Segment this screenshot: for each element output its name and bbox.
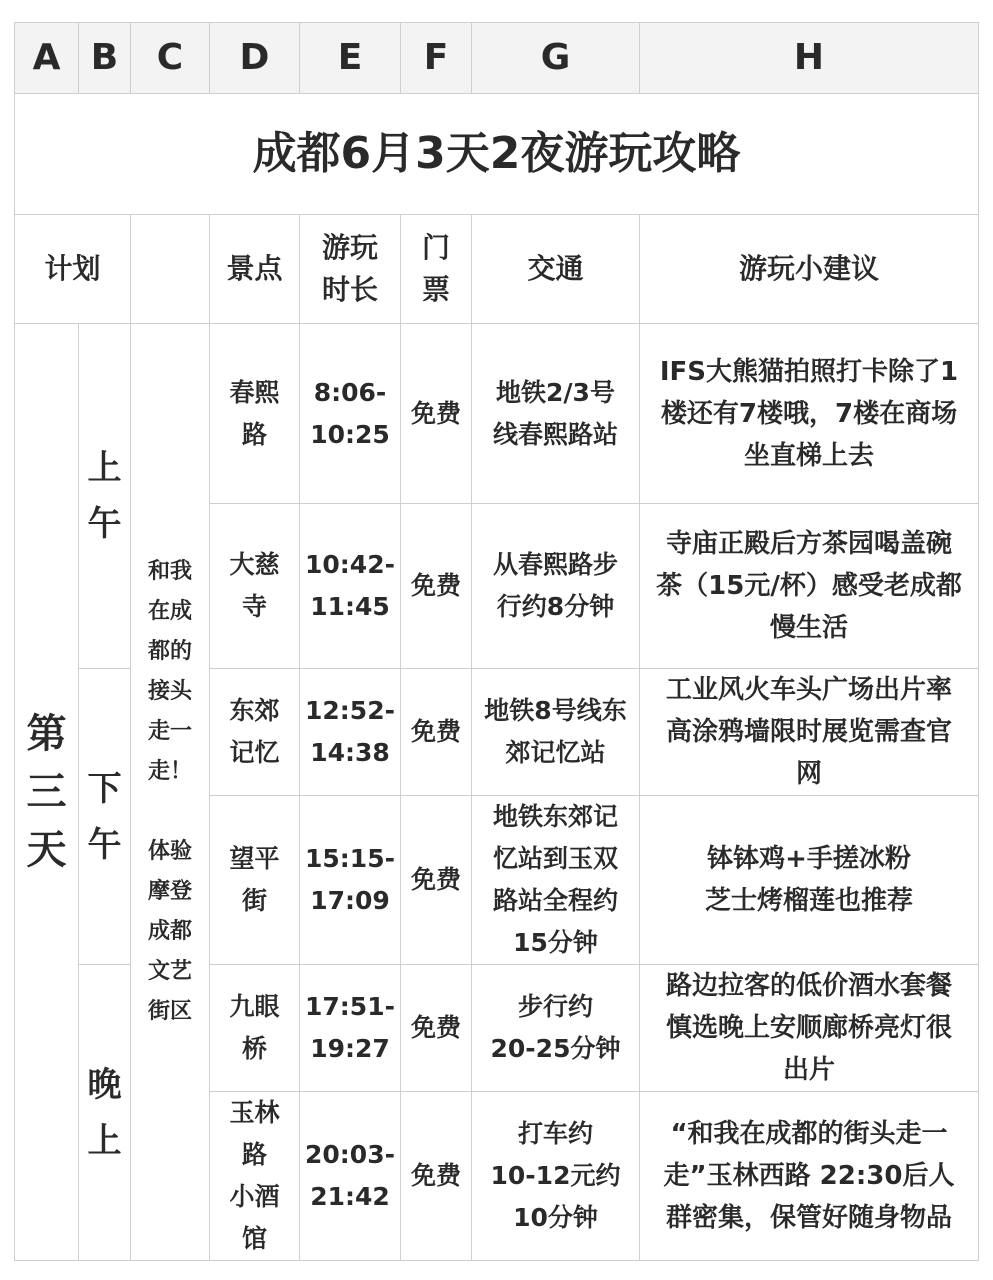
transport-line: 15分钟: [513, 928, 598, 957]
time-cell[interactable]: [300, 1092, 401, 1261]
note-line: 在成: [147, 599, 192, 624]
tip-line: 网: [795, 759, 822, 789]
spot-line: 馆: [241, 1224, 267, 1253]
tip-line: 走”玉林西路 22:30后人: [663, 1161, 955, 1191]
tip-cell[interactable]: [640, 965, 979, 1092]
period-morning[interactable]: [79, 324, 131, 669]
period-char: 晚: [87, 1064, 122, 1105]
table-row: [15, 324, 979, 504]
column-header-e[interactable]: E: [300, 23, 401, 94]
spot-cell[interactable]: [210, 965, 300, 1092]
spot-line: 小酒: [229, 1182, 280, 1211]
itinerary-sheet: [14, 22, 979, 1261]
header-tips[interactable]: 游玩小建议: [640, 215, 979, 324]
tip-cell[interactable]: [640, 504, 979, 669]
spot-line: 九眼: [229, 992, 280, 1021]
ticket-cell[interactable]: 免费: [401, 669, 472, 796]
note-line: 体验: [147, 839, 192, 864]
header-spot[interactable]: 景点: [210, 215, 300, 324]
tip-line: 慢生活: [769, 613, 848, 643]
transport-cell[interactable]: [472, 324, 640, 504]
note-line: 接头: [147, 679, 192, 704]
transport-line: 线春熙路站: [492, 419, 618, 449]
tip-line: 慎选晚上安顺廊桥亮灯很: [665, 1013, 952, 1043]
period-char: 上: [87, 1120, 122, 1161]
transport-line: 郊记忆站: [505, 738, 606, 767]
title-row: [15, 94, 979, 215]
time-line: 21:42: [310, 1182, 390, 1211]
transport-cell[interactable]: [472, 965, 640, 1092]
spot-line: 记忆: [229, 738, 280, 767]
transport-cell[interactable]: [472, 669, 640, 796]
header-empty[interactable]: [131, 215, 210, 324]
header-duration-line: 时长: [321, 273, 378, 306]
note-line: 摩登: [147, 879, 192, 904]
tip-cell[interactable]: [640, 1092, 979, 1261]
tip-line: “和我在成都的街头走一: [670, 1119, 948, 1149]
header-transport[interactable]: 交通: [472, 215, 640, 324]
time-cell[interactable]: [300, 965, 401, 1092]
spot-cell[interactable]: [210, 669, 300, 796]
note-line: 走一: [147, 719, 192, 744]
note-line: 走！: [147, 759, 192, 784]
transport-cell[interactable]: [472, 796, 640, 965]
time-cell[interactable]: [300, 796, 401, 965]
time-line: 12:52-: [305, 696, 395, 725]
tip-line: 楼还有7楼哦，7楼在商场: [660, 398, 958, 429]
header-ticket-line: 票: [421, 273, 450, 306]
time-line: 10:42-: [305, 550, 395, 579]
spot-line: 大慈: [229, 550, 280, 579]
tip-line: 出片: [782, 1055, 835, 1085]
header-ticket[interactable]: [401, 215, 472, 324]
transport-line: 行约8分钟: [496, 592, 615, 621]
note-line: 和我: [147, 559, 192, 584]
tip-cell[interactable]: [640, 669, 979, 796]
spot-cell[interactable]: [210, 796, 300, 965]
tip-line: 钵钵鸡+手搓冰粉: [707, 844, 911, 874]
transport-line: 路站全程约: [492, 886, 618, 915]
tip-line: 茶（15元/杯）感受老成都: [656, 571, 962, 601]
tip-cell[interactable]: [640, 796, 979, 965]
note-line: 成都: [147, 919, 192, 944]
day-char: 第: [26, 711, 67, 757]
tip-line: 路边拉客的低价酒水套餐: [665, 971, 952, 1001]
transport-line: 忆站到玉双: [492, 844, 618, 873]
time-line: 20:03-: [305, 1140, 395, 1169]
tip-line: 工业风火车头广场出片率: [665, 675, 952, 705]
transport-line: 步行约: [517, 992, 593, 1021]
transport-line: 10分钟: [513, 1203, 598, 1232]
spot-line: 路: [241, 1140, 267, 1169]
time-line: 17:51-: [305, 992, 395, 1021]
tip-line: 芝士烤榴莲也推荐: [704, 886, 913, 916]
period-evening[interactable]: [79, 965, 131, 1261]
day-cell[interactable]: [15, 324, 79, 1261]
column-header-a[interactable]: A: [15, 23, 79, 94]
note-line: 文艺: [147, 959, 192, 984]
period-char: 午: [87, 504, 122, 544]
notes-cell[interactable]: [131, 324, 210, 1261]
ticket-cell[interactable]: 免费: [401, 504, 472, 669]
time-cell[interactable]: [300, 324, 401, 504]
spot-line: 玉林: [229, 1098, 280, 1127]
period-afternoon[interactable]: [79, 669, 131, 965]
column-header-b[interactable]: B: [79, 23, 131, 94]
itinerary-table: [14, 22, 979, 1261]
transport-line: 打车约: [517, 1119, 593, 1148]
transport-cell[interactable]: [472, 504, 640, 669]
tip-line: 高涂鸦墙限时展览需查官: [665, 717, 952, 747]
spot-cell[interactable]: [210, 1092, 300, 1261]
column-header-h[interactable]: H: [640, 23, 979, 94]
header-plan[interactable]: 计划: [15, 215, 131, 324]
period-char: 午: [87, 824, 122, 865]
time-line: 15:15-: [305, 844, 395, 873]
note-line: 都的: [147, 639, 192, 664]
transport-line: 地铁东郊记: [492, 802, 618, 831]
page-title[interactable]: 成都6月3天2夜游玩攻略: [15, 94, 979, 215]
time-line: 8:06-: [313, 377, 387, 407]
tip-cell[interactable]: [640, 324, 979, 504]
header-duration[interactable]: [300, 215, 401, 324]
note-line-spacer: [135, 792, 205, 832]
note-line: 街区: [147, 999, 192, 1024]
ticket-cell[interactable]: 免费: [401, 1092, 472, 1261]
spot-line: 寺: [241, 592, 267, 621]
transport-line: 从春熙路步: [492, 550, 618, 579]
time-line: 17:09: [310, 886, 390, 915]
period-char: 上: [87, 448, 122, 488]
spot-line: 街: [241, 886, 267, 915]
transport-cell[interactable]: [472, 1092, 640, 1261]
column-header-d[interactable]: D: [210, 23, 300, 94]
header-ticket-line: 门: [421, 231, 450, 264]
day-char: 三: [26, 769, 67, 815]
tip-line: IFS大熊猫拍照打卡除了1: [659, 356, 959, 387]
spot-line: 桥: [241, 1034, 267, 1063]
time-line: 19:27: [310, 1034, 390, 1063]
transport-line: 20-25分钟: [490, 1034, 621, 1063]
tip-line: 群密集，保管好随身物品: [665, 1203, 952, 1233]
tip-line: 坐直梯上去: [743, 440, 874, 471]
ticket-cell[interactable]: 免费: [401, 324, 472, 504]
table-header-row: [15, 215, 979, 324]
spot-line: 春熙: [229, 377, 280, 407]
time-cell[interactable]: [300, 504, 401, 669]
period-char: 下: [87, 768, 122, 809]
ticket-cell[interactable]: 免费: [401, 965, 472, 1092]
transport-line: 10-12元约: [490, 1161, 621, 1190]
time-line: 11:45: [310, 592, 390, 621]
time-line: 10:25: [310, 419, 390, 449]
column-header-g[interactable]: G: [472, 23, 640, 94]
transport-line: 地铁2/3号: [496, 377, 615, 407]
tip-line: 寺庙正殿后方茶园喝盖碗: [665, 529, 952, 559]
spot-cell[interactable]: [210, 324, 300, 504]
column-header-c[interactable]: C: [131, 23, 210, 94]
spot-cell[interactable]: [210, 504, 300, 669]
spot-line: 望平: [229, 844, 280, 873]
column-header-f[interactable]: F: [401, 23, 472, 94]
column-header-row: [15, 23, 979, 94]
ticket-cell[interactable]: 免费: [401, 796, 472, 965]
time-line: 14:38: [310, 738, 390, 767]
spot-line: 东郊: [229, 696, 280, 725]
transport-line: 地铁8号线东: [484, 696, 627, 725]
spot-line: 路: [241, 419, 267, 449]
time-cell[interactable]: [300, 669, 401, 796]
header-duration-line: 游玩: [321, 231, 378, 264]
day-char: 天: [26, 827, 67, 873]
